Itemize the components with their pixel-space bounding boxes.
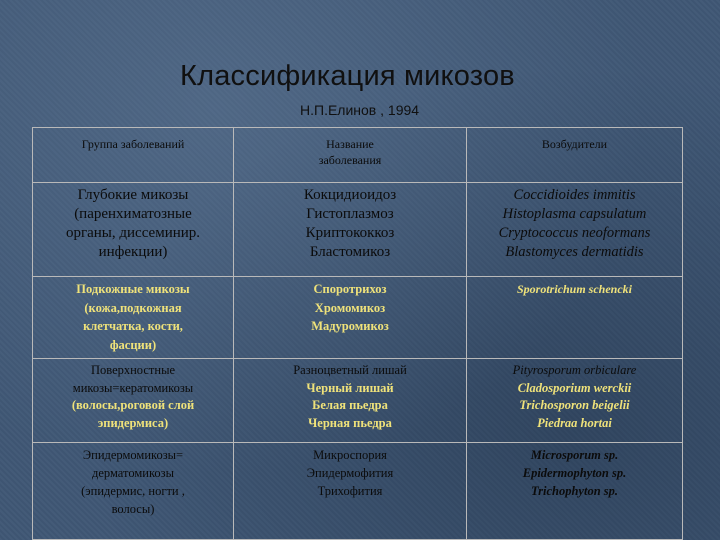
disease-name: Микроспория <box>313 448 387 462</box>
disease-name: Черная пьедра <box>308 415 392 430</box>
group-cell <box>33 359 234 443</box>
table-header-row <box>33 128 683 183</box>
table-row <box>33 277 683 359</box>
pathogen-cell <box>467 183 683 277</box>
disease-cell <box>234 443 467 540</box>
disease-name: Белая пьедра <box>312 398 388 412</box>
disease-name: Криптококкоз <box>305 225 395 241</box>
table-row <box>33 443 683 540</box>
header-disease-line-1: Название <box>326 137 374 151</box>
header-pathogens-label: Возбудители <box>541 137 608 151</box>
pathogen-name: Cryptococcus neoformans <box>498 225 651 241</box>
disease-name: Мадуромикоз <box>311 319 389 333</box>
disease-name: Черный лишай <box>306 380 394 395</box>
pathogen-name: Cladosporium werckii <box>517 380 632 395</box>
header-disease <box>234 128 467 183</box>
group-line: фасции) <box>109 337 157 352</box>
group-cell <box>33 277 234 359</box>
disease-name: Споротрихоз <box>313 282 387 296</box>
group-line: Поверхностные <box>90 363 176 377</box>
header-group-label: Группа заболеваний <box>81 137 185 151</box>
disease-name: Хромомикоз <box>314 300 386 315</box>
disease-name: Гистоплазмоз <box>306 206 394 222</box>
group-line: волосы) <box>111 502 155 516</box>
pathogen-name: Piedraa hortai <box>537 415 612 430</box>
disease-name: Трихофития <box>317 484 383 498</box>
group-line: Эпидермомикозы= <box>82 448 184 462</box>
pathogen-name: Epidermophyton sp. <box>522 466 627 480</box>
slide-subtitle: Н.П.Елинов , 1994 <box>300 102 420 118</box>
pathogen-name: Microsporum sp. <box>530 448 619 462</box>
header-pathogens <box>467 128 683 183</box>
group-line: эпидермиса) <box>97 415 169 430</box>
disease-name: Кокцидиоидоз <box>303 187 397 203</box>
pathogen-name: Blastomyces dermatidis <box>505 244 644 260</box>
pathogen-cell <box>467 443 683 540</box>
pathogen-name: Coccidioides immitis <box>513 187 636 203</box>
table-row <box>33 183 683 277</box>
disease-cell <box>234 359 467 443</box>
group-line: органы, диссеминир. <box>65 225 201 241</box>
group-line: (волосы,роговой слой <box>71 398 195 412</box>
group-cell <box>33 183 234 277</box>
group-cell <box>33 443 234 540</box>
pathogen-cell <box>467 277 683 359</box>
group-line: дерматомикозы <box>92 466 174 480</box>
header-group <box>33 128 234 183</box>
disease-name: Бластомикоз <box>309 244 391 260</box>
disease-cell <box>234 183 467 277</box>
group-line: инфекции) <box>98 244 168 260</box>
group-line: (кожа,подкожная <box>84 300 182 315</box>
classification-table <box>32 127 683 540</box>
group-line: клетчатка, кости, <box>83 319 183 333</box>
group-line: микозы=кератомикозы <box>72 380 194 395</box>
pathogen-name: Trichophyton sp. <box>530 484 619 498</box>
pathogen-cell <box>467 359 683 443</box>
disease-name: Разноцветный лишай <box>293 363 407 377</box>
group-line: Подкожные микозы <box>76 282 190 296</box>
pathogen-name: Sporotrichum schencki <box>516 282 633 296</box>
disease-name: Эпидермофития <box>306 466 394 480</box>
group-line: Глубокие микозы <box>77 187 189 203</box>
pathogen-name: Histoplasma capsulatum <box>502 206 647 222</box>
group-line: (паренхиматозные <box>74 206 192 222</box>
slide-title: Классификация микозов <box>180 60 515 92</box>
pathogen-name: Pityrosporum orbiculare <box>512 363 637 377</box>
group-line: (эпидермис, ногти , <box>81 484 185 498</box>
disease-cell <box>234 277 467 359</box>
pathogen-name: Trichosporon beigelii <box>519 398 630 412</box>
table-row <box>33 359 683 443</box>
header-disease-line-2: заболевания <box>318 153 382 167</box>
